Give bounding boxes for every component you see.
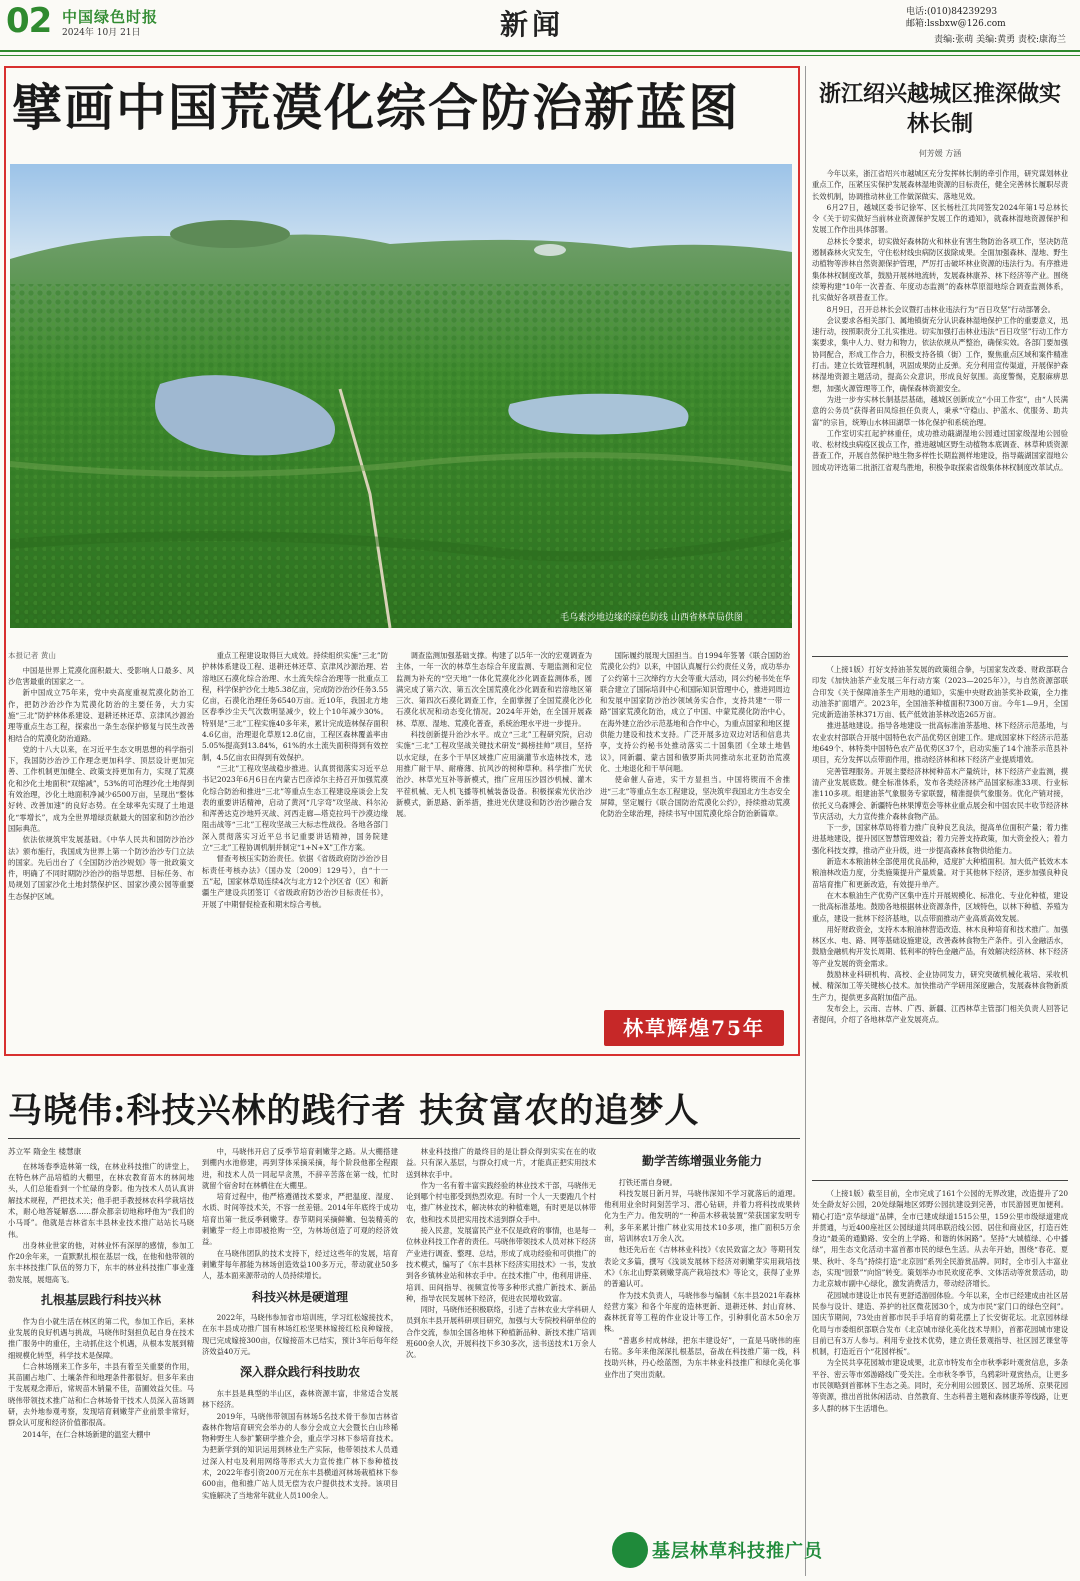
paragraph: 工作室切实扛起护林重任，成功推动蕺湖湿地公园通过国家级湿地公园验收、松材线虫病疫区拔点工作，推进越城区野生动植物本底调查、林草种质资源普查工作，开展自然保护地生物多样性长期监测样地建设，指导蕺湖国家湿地公园成功评选第二批浙江省观鸟胜地，积极争取探索省级集体林权制度改革试点。 — [812, 428, 1068, 472]
paragraph: “普惠乡村成林绿，把东丰建设好”，一直是马晓伟的座右铭。多年来他深深扎根基层，奋战在科技推广第一线，科技助兴林，丹心绘蓝图，为东丰林业科技推广和绿化美化事业作出了突出贡献。 — [604, 1335, 800, 1379]
city-garden-story-body — [812, 1188, 1068, 1578]
headline-rule — [8, 1138, 800, 1139]
paragraph: 接入民意，发展富民产业不仅是政府的事情，也是每一位林业科技工作者的责任。马晓伟带领技术人员对林下经济产业进行调查、整理、总结，形成了成功经验和可供推广的技术模式，编写了《东丰县林下经济实用技术》一书，发放到各乡镇林业站和林农手中。在技术推广中，他利用讲座、培训、田间指导、视频宣传等多种形式推广新技术、新品种，指导农民发展林下经济，促进农民增收致富。 — [406, 1226, 596, 1303]
paragraph: 下一步，国家林草局将着力推广良种良艺良法，提高单位面积产量；着力推进基地建设，提升园区智慧管理效益；着力完善支持政策，加大资金投入；着力强化科技支撑，推动产业升级，进一步提高森林食物供给能力。 — [812, 823, 1068, 855]
second-column-1 — [8, 1146, 194, 1576]
paragraph: （上接1版）打好支持油茶发展的政策组合拳，与国家发改委、财政部联合印发《加快油茶产业发展三年行动方案（2023—2025年）》，与自然资源部联合印发《关于保障油茶生产用地的通知》，实施中央财政油茶奖补政策，全力推动油茶扩面增产。2023年，全国油茶种植面积7300万亩。今年1—9月，全国完成新造油茶林371万亩、低产低效油茶林改造265万亩。 — [812, 665, 1068, 720]
aerial-forest-image — [10, 164, 792, 628]
paragraph: 作为一名有着丰富实践经验的林业技术干部，马晓伟无论到哪个村屯都受到热烈欢迎。有时一个人一天要跑几个村屯，推广林业技术，解决林农的种植难题，有时更是以林带农，他和技术员把实用技术送到群众手中。 — [406, 1180, 596, 1224]
second-byline: 苏立军 隋金生 楼慧康 — [8, 1147, 82, 1156]
second-column-3 — [406, 1146, 596, 1576]
issue-date: 2024年 10月 21日 — [62, 28, 141, 38]
lead-column-2 — [202, 650, 388, 1050]
paragraph: 鼓励林业科研机构、高校、企业协同发力，研究突破机械化栽培、采收机械、精深加工等关键核心技术。加快推动产学研用深度融合，发展森林食物新质生产力，提供更多高附加值产品。 — [812, 970, 1068, 1002]
paragraph: 出身林业世家的他，对林业怀有深厚的感情，参加工作20余年来，一直默默扎根在基层一线，在他和他带领的东丰林技推广队伍的努力下，东丰的林业科技推广事业蓬勃发展，展翅高飞。 — [8, 1240, 194, 1284]
anniversary-badge: 林草辉煌75年 — [604, 1010, 784, 1046]
column-divider — [805, 66, 806, 1576]
photo-caption: 毛乌素沙地边缘的绿色防线 山西省林草局供图 — [560, 613, 743, 623]
byline-label: 本报记者 — [8, 651, 39, 660]
lead-byline — [8, 650, 194, 662]
section-title: 新闻 — [500, 8, 565, 41]
paragraph: 发布会上，云南、吉林、广西、新疆、江西林草主管部门相关负责人回答记者提问，介绍了各地林草产业发展亮点。 — [812, 1003, 1068, 1025]
lead-column-1 — [8, 650, 194, 1050]
paragraph: 使命催人奋进，实干方显担当。中国将锲而不舍推进“三北”等重点生态工程建设，坚决筑牢我国北方生态安全屏障，坚定履行《联合国防治荒漠化公约》，持续推动荒漠化防治全球治理，持续书写中国荒漠化综合防治新篇章。 — [600, 775, 790, 819]
paragraph: 中国是世界上荒漠化面积最大、受影响人口最多、风沙危害最重的国家之一。 — [8, 665, 194, 687]
paragraph: 在林场春季造林第一线，在林业科技推广的讲堂上，在特色林产品培植的大棚里，在林农教育苗木的林间地头，人们总能看到一个忙碌的身影。他为技术人员认真讲解技术规程，严把技术关；他手把手教授林农科学栽培技术，耐心地答疑解惑……群众都亲切地称呼他为“我们的小马哥”。他就是吉林省东丰县林业技术推广站站长马晓伟。 — [8, 1161, 194, 1239]
paragraph: 8月9日，召开总林长会议暨打击林业违法行为“百日攻坚”行动部署会。 — [826, 304, 1055, 314]
second-column-2 — [202, 1146, 398, 1576]
paragraph: 科技创新提升治沙水平。成立“三北”工程研究院，启动实施“三北”工程攻坚战关键技术研发“揭榜挂帅”项目，坚持以水定绿，在多个干旱区域推广应用滴灌节水造林技术，选用推广耐干旱、耐瘠薄、抗风沙的树种草种。科学推广光伏治沙、林草光互补等新模式，推广应用压沙固沙机械、灌木平茬机械、无人机飞播等机械装备设备。积极探索光伏治沙新模式，新思路、新举措，推进光伏建设和防沙治沙融合发展。 — [396, 730, 592, 819]
paragraph: 国际履约展现大国担当。自1994年签署《联合国防治荒漠化公约》以来，中国认真履行公约责任义务，成功举办了公约第十三次缔约方大会等重大活动，同公约秘书处在华联合建立了国际培训中心和国际知识管理中心，推进同周边和发展中国家防沙治沙领域务实合作，支持共建“一带一路”国家荒漠化防治，成立了中国、中蒙荒漠化防治中心，在海外建立治沙示范基地和合作中心，为重点国家和地区提供能力建设和技术支持。广泛开展多边双边对话和信息共享，支持公约秘书处推动落实二十国集团《全球土地倡议》，同新疆、蒙古国和俄罗斯共同推动东北亚防治荒漠化、土地退化和干旱问题。 — [600, 651, 790, 773]
paragraph: 2022年，马晓伟参加省市培训班，学习红松嫁接技术，在东丰县成功推广国有林场红松坚果林嫁接红松良种嫁接，现已完成嫁接300亩，仅嫁接苗木已结实，预计3年后每年经济效益40万元。 — [202, 1313, 398, 1357]
email[interactable]: 邮箱:lssbxw@126.com — [906, 19, 1006, 30]
paragraph: 推进基地建设。指导各地建设一批高标准油茶基地、林下经济示范基地，与农业农村部联合开展中国特色农产品优势区创建工作。建成国家林下经济示范基地649个、林特类中国特色农产品优势区37个，启动实施了14个油茶示范县补项目，充分发挥以点带面作用，推动经济林和林下经济产业提质增效。 — [812, 721, 1068, 765]
lead-column-3 — [396, 650, 592, 1050]
paragraph: 会议要求各相关部门、属地镇街充分认识森林湿地保护工作的重要意义，迅速行动，按照职责分工扎实推进。切实加强打击林业违法“百日攻坚”行动工作方案要求，集中人力、财力和物力，依法依规从严整治，确保实效。各部门要加强协同配合，形成工作合力，积极支持各镇（街）工作，聚焦重点区域和案件精准打击。建立长效管理机制，巩固成果防止反弹。充分利用宣传渠道，开展保护森林湿地资源主题活动，提高公众意识，形成良好氛围。高度警惕，克服麻痹思想，加强火源管理等工作，确保森林资源安全。 — [812, 315, 1068, 393]
page-number: 02 — [6, 1, 52, 41]
masthead-rule — [0, 50, 1080, 52]
paragraph: 用好财政资金，支持木本粮油林营造改造、林木良种培育和技术推广。加强林区水、电、路、网等基础设施建设，改善森林食物生产条件。引入金融活水，鼓励金融机构开发长周期、低利率的特色金融产品，有效解决经济林、林下经济等产业发展的资金需求。 — [812, 924, 1068, 968]
paragraph: 6月27日，越城区委书记徐军、区长杨杜江共同签发2024年第1号总林长令《关于切实做好当前林业资源保护发展工作的通知》，就森林湿地资源保护和发展工作作出具体部署。 — [812, 202, 1068, 235]
paragraph: 2014年，在仁合林场新建的温室大棚中 — [22, 1429, 151, 1439]
phone: 电话:(010)84239293 — [906, 7, 998, 17]
paragraph: 调查监测加强基础支撑。构建了以5年一次的宏观调查为主体，一年一次的林草生态综合年度监测、专题监测和定位监测为补充的“空天地”一体化荒漠化沙化调查监测体系，圆满完成了第六次、第五次全国荒漠化沙化调查和岩溶地区第三次、第四次石漠化调查工作，全面掌握了全国荒漠化沙化石漠化状况和动态变化情况。2024年开始，在全国开展森林、草原、湿地、荒漠化普查，系统治理水平进一步提升。 — [396, 651, 592, 728]
paragraph: 他还先后在《吉林林业科技》《农民致富之友》等期刊发表论文多篇，撰写《浅谈发展林下经济对刺嫩芽实用栽培技术》《东北山野菜刺嫩芽高产栽培技术》等论文，获得了业界的普遍认可。 — [604, 1245, 800, 1289]
section-divider — [812, 1180, 1068, 1181]
paragraph: 重点工程建设取得巨大成效。持续组织实施“三北”防护林体系建设工程、退耕还林还草、京津风沙源治理、岩溶地区石漠化综合治理、水土流失综合治理等一批重点工程，科学保护沙化土地5.38亿亩，完成防沙治沙任务3.55亿亩，石漠化治理任务6540万亩。近10年，我国北方地区春季沙尘天气次数明显减少，较上个10年减少30%。特别是“三北”工程实施40多年来，累计完成造林保存面积4.6亿亩，治理退化草原12.8亿亩，工程区森林覆盖率由5.05%提高到13.84%，61%的水土流失面积得到有效控制，4.5亿亩农田得到有效保护。 — [202, 651, 388, 762]
paragraph: 总林长令要求，切实做好森林防火和林业有害生物防治各项工作，坚决防范遏制森林火灾发生，守住松材线虫病防区拔除成果。全面加强森林、湿地、野生动植物等涉林自然资源保护管理，严厉打击破坏林业资源的违法行为。有序推进集体林权制度改革，鼓励开展林地流转，发展森林康养、林下经济等产业。围绕续筹构建“10年一次普查、年度动态监测”的森林草原湿地综合调查监测体系，扎实做好各项普查工作。 — [812, 236, 1068, 303]
paragraph: 党的十八大以来，在习近平生态文明思想的科学指引下，我国防沙治沙工作理念更加科学、顶层设计更加完善、工作机制更加健全、政策支持更加有力，实现了荒漠化和沙化土地面积“双缩减”，53%的可治理沙化土地得到有效治理，沙化土地面积净减少6500万亩，呈现出“整体好转、改善加速”的良好态势。在全球率先实现了土地退化“零增长”，成为全世界增绿贡献最大的国家和防沙治沙国际典范。 — [8, 744, 194, 833]
paragraph: 2019年，马晓伟带领国有林场5名技术骨干参加吉林省森林作物培育研究会举办的人参分会成立大会暨长白山珍稀物种野生人参扩繁研学推介会，重点学习林下参培育技术。为把新学到的知识运用到林业生产实际，他带领技术人员通过深入村屯及利用网络等形式大力宣传推广林下参种植技术，2022年春引资200万元在东丰县横道河林场栽植林下参600亩，他和推广站人员无偿为农户提供技术支持。该项目实施解决了当地常年就业人员100余人。 — [202, 1411, 398, 1500]
forestry-logo-icon — [612, 1532, 648, 1568]
paragraph: 新中国成立75年来，党中央高度重视荒漠化防治工作，把防沙治沙作为荒漠化防治的主要任务，大力实施“三北”防护林体系建设、退耕还林还草、京津风沙源治理等重点生态工程，探索出一条生态保护修复与民生改善相结合的荒漠化防治道路。 — [8, 688, 194, 743]
second-column-4 — [604, 1146, 800, 1526]
paragraph: “三北”工程攻坚战稳步推进。认真贯彻落实习近平总书记2023年6月6日在内蒙古巴彦淖尔主持召开加强荒漠化综合防治和推进“三北”等重点生态工程建设座谈会上发表的重要讲话精神，启动了黄河“几字弯”攻坚战、科尔沁和浑善达克沙地歼灭战、河西走廊—塔克拉玛干沙漠边缘阻击战等“三北”工程攻坚战三大标志性战役。各地各部门深入贯彻落实习近平总书记重要讲话精神，国务院建立“三北”工程协调机制并制定“1+N+X”工作方案。 — [202, 763, 388, 853]
paragraph: 作为自小就生活在林区的第二代，参加工作后，来林业发展的良好机遇与挑战，马晓伟时刻担负起自身在技术推广服务中的重任，主动抓住这个机遇，从根本发展到精细规模化转型，科学技术是保障。 — [8, 1316, 194, 1360]
byline-name: 黄山 — [40, 651, 56, 660]
distant-hill — [170, 220, 290, 248]
column-logo-text: 基层林草科技推广员 — [652, 1541, 823, 1562]
subheading: 勤学苦练增强业务能力 — [641, 1154, 762, 1168]
section-divider — [812, 656, 1068, 657]
lead-column-4 — [600, 650, 790, 1002]
paragraph: 为全民共享花园城市建设成果，北京市特发布全市秋季彩叶观赏信息，多条平谷、密云等市郊游路线广受关注。全市秋冬季节，乌鸦彩叶观赏热点，让更多市民领略到首都林下生态之美。同时，充分利用公园景区、园艺场所、京果花园等资源，推出首批休闲活动、自然教育、生态科普主题和森林康养等线路，让更多人群的林下生活增色。 — [812, 1358, 1068, 1413]
subheading: 扎根基层践行科技兴林 — [40, 1293, 161, 1308]
paragraph: 科技发展日新月异，马晓伟深知不学习就落后的道理。他利用业余时间刻苦学习、潜心钻研，并着力将科技成果转化为生产力。他发明的“一种苗木移栽装置”荣获国家发明专利，多年来累计推广林业实用技术10多项，推广面积5万余亩，培训林农1万余人次。 — [604, 1188, 800, 1244]
paragraph: 在马晓伟团队的技术支持下，经过这些年的发展，培育刺嫩芽每年都能为林场创造效益100多万元，带动就业50多人，基本面来源带动的人员持续增长。 — [202, 1248, 398, 1281]
paragraph: 新造木本粮油林全部使用优良品种，适度扩大种植面积。加大低产低效木本粮油林改造力度，分类施策提升产量质量。对于其他林下经济，逐步加强良种良苗培育推广和更新改造，有效提升单产。 — [812, 857, 1068, 889]
contact-info — [906, 6, 1066, 30]
paper-name: 中国绿色时报 — [62, 8, 159, 26]
paragraph: （上接1版）截至目前，全市完成了161个公园的无界改建，改造提升了20处全龄友好公园，20处绿隔地区郊野公园抗建设到完善，市民游园更加便利。精心打造“京华绿道”品牌，全市已建成绿道1515公里，159公里市级绿道建成并贯通，与近400座社区公园绿道共同串联沿线公园、居住和商业区，打造百姓身边“最美的通勤路、安全的上学路、和谐的休闲路”。坚持“大城植绿、心中播绿”，用生态文化活动丰富首都市民的绿色生活。从去年开始，围绕“春花、夏果、秋叶、冬鸟”持续打造“北京园”系列全民游赏品牌。同时，全市引入丰富业态，实现“园景”“向馆”转变。策划举办市民欢度花季、文体活动等赏景活动，助力北京城市副中心绿化，激发消费活力，带动经济增长。 — [812, 1189, 1068, 1289]
paragraph: 仁合林场刚来工作多年，丰县有着至关重要的作用，其苗圃占地广、土壤条件和地理条件都很好。但多年来由于发展观念滞后，常规苗木销量不佳，苗圃效益欠佳。马晓伟带领技术推广站和仁合林场骨干技术人员深入苗场调研，去外地参观考察，发现培育刺嫩芽产业前景非常好，群众认可度和经济价值都很高。 — [8, 1361, 194, 1428]
paragraph: 花园城市建设让市民有更舒适游园体验。今年以来，全市已经建成由社区居民参与设计、建造、养护的社区微花园30个，成为市民“家门口的绿色空间”。国庆节期间，73处由首都市民手手培育的菊花摆上了长安街花坛。北京园林绿化局与市委组织部联合发布《北京城市绿化美化技术导则》，首都花园城市建设目前已有3万人参与。利用专业技术优势，建立责任景观指导、社区园艺课堂等机制，打造近百个“花园样板”。 — [812, 1290, 1068, 1357]
paragraph: 同时，马晓伟还积极联络，引进了吉林农业大学科研人员到东丰县开展科研项目研究，加强与大专院校科研单位的合作交流，参加全国各地林下种植新品种、新技术推广培训班600余人次，开展科技下乡30多次，送书送技术1万余人次。 — [406, 1305, 596, 1360]
paragraph: 今年以来，浙江省绍兴市越城区充分发挥林长制的牵引作用，研究谋划林业重点工作，压紧压实保护发展森林湿地资源的目标责任，健全完善林长履职尽责长效机制，协调推动林业工作做深做实、落地见效。 — [812, 169, 1068, 201]
subheading: 科技兴林是硬道理 — [251, 1289, 348, 1304]
right-story-headline: 浙江绍兴越城区推深做实林长制 — [818, 81, 1061, 137]
right-story-byline: 何芳媛 方涵 — [918, 149, 962, 158]
paragraph: 东丰县是典型的半山区，森林资源丰富，非常适合发展林下经济。 — [202, 1388, 398, 1410]
paragraph: 在木本粮油生产优势产区集中连片开展规模化、标准化、专业化种植，建设一批高标准基地。鼓励各地根据林业资源条件，区域特色，以林下种植、养殖为重点，建设一批林下经济基地，以点带面推动产业高质高效发展。 — [812, 890, 1068, 923]
masthead-rule-thin — [0, 55, 1080, 56]
lake-right — [508, 394, 688, 435]
paragraph: 打铁还需自身硬。 — [618, 1177, 677, 1187]
paragraph: 中，马晓伟开启了反季节培育刺嫩芽之路。从大棚搭建到棚内水池修建，再到芽体采摘采摘，每个阶段他都全程跟进，和技术人员一同起早贪黑，不辞辛苦落在第一线，忙时就留个宿舍时在林栖住在大棚里。 — [202, 1147, 398, 1190]
continued-story-body — [812, 664, 1068, 1174]
paragraph: 依法依规筑牢发展基础。《中华人民共和国防沙治沙法》颁布施行，我国成为世界上第一个防沙治沙专门立法的国家。先后出台了《全国防沙治沙规划》等一批政策文件，明确了不同时期防沙治沙的指导思想、目标任务、布局规划了国家沙化土地封禁保护区、国家沙漠公园等重要生态保护区域。 — [8, 835, 194, 901]
paragraph: 督查考核压实防治责任。依据《省级政府防沙治沙目标责任考核办法》（国办发〔2009〕129号），自“十一五”起，国家林草局连续4次与北方12个沙区省（区）和新疆生产建设兵团签订《省级政府防沙治沙目标责任书》，开展了中期督促检查和期末综合考核。 — [202, 854, 388, 909]
paragraph: 培育过程中，他严格遵循技术要求，严把温度、湿度、水质、时间等技术关，不容一丝差错。2014年年底终于成功培育出第一批反季刺嫩芽。春节期间采摘鲜嫩、包装精美的刺嫩芽一经上市即被抢购一空，为林场创造了可观的经济效益。 — [202, 1192, 398, 1247]
paragraph: 林业科技推广的最终目的是让群众得到实实在在的收益。只有深入基层，与群众打成一片，才能真正把实用技术送到林农手中。 — [406, 1147, 596, 1179]
lead-headline: 擘画中国荒漠化综合防治新蓝图 — [12, 78, 740, 137]
paragraph: 完善管理服务。开展主要经济林树种苗木产量统计，林下经济产业监测，摸清产业发展底数。健全标准体系，发布各类经济林产品国家标准33项、行业标准110多项。组建油茶气象服务专家联盟，精准提供气象服务。优化产销对接，依托义乌森博会、新疆特色林果博览会等林业重点展会和中国农民丰收节经济林节庆活动，大力宣传推介森林食物产品。 — [812, 766, 1068, 821]
second-story-headline: 马晓伟:科技兴林的践行者 扶贫富农的追梦人 — [8, 1091, 700, 1131]
paragraph: 作为技术负责人，马晓伟参与编制《东丰县2021年森林经营方案》和各个年度的造林更新、退耕还林、封山育林、森林抚育等工程的作业设计等工作，引种驯化苗木50余万株。 — [604, 1290, 800, 1334]
lead-photo — [10, 164, 792, 628]
editors-line: 责编:张萌 美编:黄勇 责校:康海兰 — [934, 35, 1066, 45]
right-story-body — [812, 168, 1068, 648]
subheading: 深入群众践行科技助农 — [239, 1365, 360, 1380]
paragraph: 为进一步夯实林长制基层基础，越城区创新成立“小田工作室”，由“人民满意的公务员”获得者田凤综担任负责人，秉承“守稳山、护蓝水、优服务、助共富”的宗旨，统筹山水林田湖草一体化保护和系统治理。 — [812, 394, 1068, 427]
